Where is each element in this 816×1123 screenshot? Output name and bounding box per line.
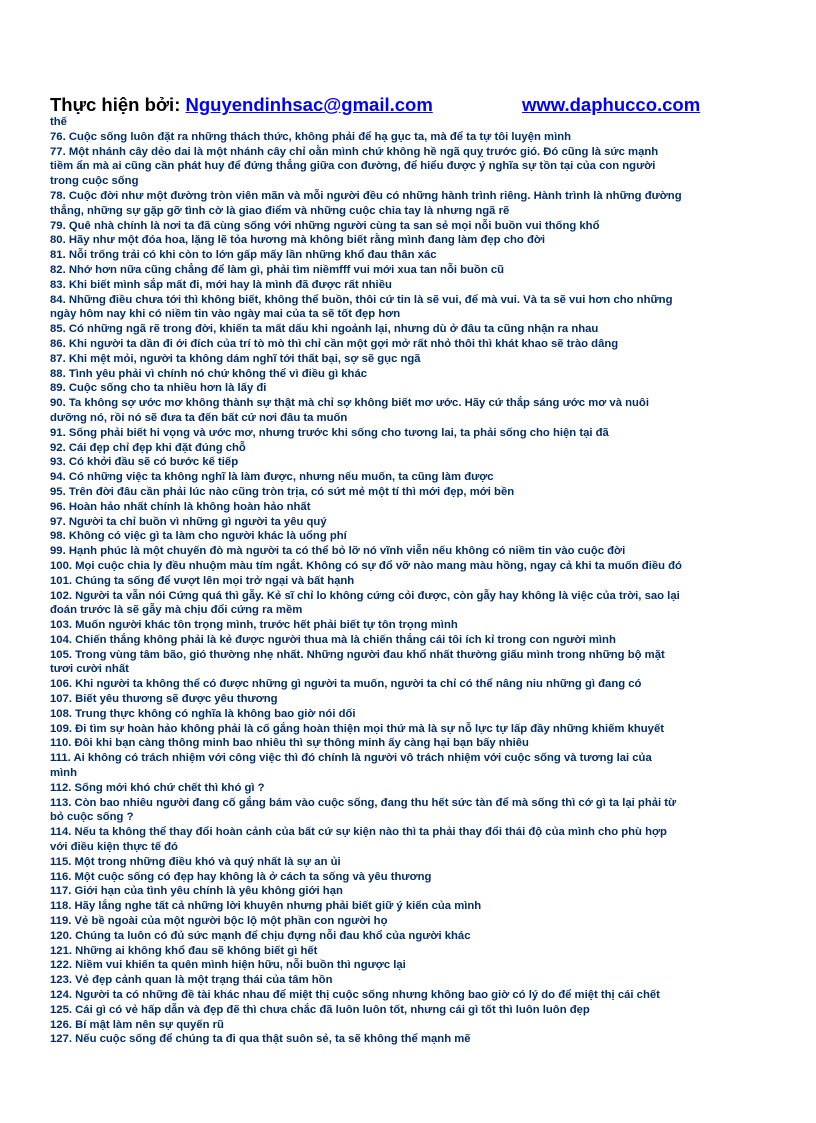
quote-line: 117. Giới hạn của tình yêu chính là yêu không giới hạn bbox=[50, 885, 343, 898]
quote-line: 78. Cuộc đời như một đường tròn viên mãn và mỗi người đều có những hành trình riêng. Hành trình là những đường bbox=[50, 189, 682, 202]
quote-line: 124. Người ta có những đề tài khác nhau để miệt thị cuộc sống nhưng không bao giờ có lý do để miệt thị cái chết bbox=[50, 989, 660, 1002]
quote-line: 118. Hãy lắng nghe tất cả những lời khuyên nhưng phải biết giữ ý kiến của mình bbox=[50, 900, 482, 913]
quote-line: tươi cười nhất bbox=[50, 663, 129, 676]
quote-line: 125. Cái gì có vẻ hấp dẫn và đẹp đẽ thì chưa chắc đã luôn luôn tốt, nhưng cái gì tốt thì luôn luôn đẹp bbox=[50, 1003, 590, 1016]
quote-line: 119. Vẻ bề ngoài của một người bộc lộ một phần con người họ bbox=[50, 915, 388, 928]
quote-line: bỏ cuộc sống ? bbox=[50, 811, 134, 824]
quote-line: 101. Chúng ta sống để vượt lên mọi trở ngại và bất hạnh bbox=[50, 574, 355, 587]
quote-line: 77. Một nhánh cây dẻo dai là một nhánh cây chỉ oằn mình chứ không hề ngã quỵ trước gió. Đó cũng là sức mạnh bbox=[50, 145, 659, 158]
quote-line: 99. Hạnh phúc là một chuyến đò mà người ta có thể bỏ lỡ nó vĩnh viễn nếu không có niềm tin vào cuộc đời bbox=[50, 545, 626, 558]
quote-line: 97. Người ta chỉ buồn vì những gì người ta yêu quý bbox=[50, 515, 327, 528]
website-link[interactable]: www.daphucco.com bbox=[522, 94, 701, 115]
quote-line: 121. Những ai không khổ đau sẽ không biết gì hết bbox=[50, 944, 318, 957]
author-email-link[interactable]: Nguyendinhsac@gmail.com bbox=[185, 94, 433, 115]
quote-line: trong cuộc sống bbox=[50, 175, 139, 188]
quote-line: dưỡng nó, rồi nó sẽ đưa ta đến bất cứ nơi đâu ta muốn bbox=[50, 411, 348, 424]
quote-line: tiềm ẩn mà ai cũng cần phát huy để đứng thẳng giữa con đường, để hiểu được ý nghĩa sự tồn tại của con người bbox=[50, 160, 656, 173]
quote-line: 96. Hoàn hảo nhất chính là không hoàn hảo nhất bbox=[50, 500, 311, 513]
quote-line: 127. Nếu cuộc sống để chúng ta đi qua thật suôn sẻ, ta sẽ không thể mạnh mẽ bbox=[50, 1033, 471, 1046]
quote-line: 88. Tình yêu phải vì chính nó chứ không thể vì điều gì khác bbox=[50, 367, 368, 380]
quote-line: 86. Khi người ta dần đi ới đích của trí tò mò thì chỉ cần một gợi mở rất nhỏ thôi thì khát khao sẽ trào dâng bbox=[50, 337, 619, 350]
quote-line: 110. Đôi khi bạn càng thông minh bao nhiêu thì sự thông minh ấy càng hại bạn bấy nhiêu bbox=[50, 737, 529, 750]
quote-line: ngày hôm nay khi có niềm tin vào ngày mai của ta sẽ tốt đẹp hơn bbox=[50, 308, 401, 321]
quote-line: 112. Sống mới khó chứ chết thì khó gì ? bbox=[50, 781, 265, 794]
quote-line: 102. Người ta vẫn nói Cứng quá thì gẫy. Kẻ sĩ chỉ lo không cứng cỏi được, còn gẫy hay không là việc của trời, sao lại bbox=[50, 589, 680, 602]
quote-line: 103. Muốn người khác tôn trọng mình, trước hết phải biết tự tôn trọng mình bbox=[50, 619, 458, 632]
quote-line: 79. Quê nhà chính là nơi ta đã cùng sống với những người cùng ta san sẻ mọi nỗi buồn vui thống khổ bbox=[50, 219, 600, 232]
quote-line: 81. Nỗi trống trải có khi còn to lớn gấp mấy lần những khổ đau thân xác bbox=[50, 249, 437, 262]
quote-line: 105. Trong vùng tâm bão, gió thường nhẹ nhất. Những người đau khổ nhất thường giấu mình trong những bộ mặt bbox=[50, 648, 665, 661]
quote-line: 111. Ai không có trách nhiệm với công việc thì đó chính là người vô trách nhiệm với cuộc sống và tương lai của bbox=[50, 752, 652, 765]
quote-line: 85. Có những ngã rẽ trong đời, khiến ta mất dấu khi ngoảnh lại, nhưng dù ở đâu ta cũng nhận ra nhau bbox=[50, 323, 599, 336]
quote-line: 109. Đi tìm sự hoàn hảo không phải là cố gắng hoàn thiện mọi thứ mà là sự nỗ lực tự lấp đầy những khiếm khuyết bbox=[50, 722, 665, 735]
quote-line: 98. Không có việc gì ta làm cho người khác là uổng phí bbox=[50, 530, 347, 543]
quote-line: 76. Cuộc sống luôn đặt ra những thách thức, không phải để hạ gục ta, mà để ta tự tôi luyện mình bbox=[50, 130, 572, 143]
quote-line: 89. Cuộc sống cho ta nhiều hơn là lấy đi bbox=[50, 382, 267, 395]
quote-line: đoán trước là sẽ gẫy mà chịu đổi cứng ra mềm bbox=[50, 604, 303, 617]
quote-line: 100. Mọi cuộc chia ly đều nhuộm màu tím ngắt. Không có sự đổ vỡ nào mang màu hồng, ngay cả khi ta muốn điều đó bbox=[50, 559, 682, 572]
quote-line: 95. Trên đời đâu cần phải lúc nào cũng tròn trịa, có sứt mẻ một tí thì mới đẹp, mới bền bbox=[50, 485, 515, 498]
quote-line: 122. Niềm vui khiến ta quên mình hiện hữu, nỗi buồn thì ngược lại bbox=[50, 959, 406, 972]
quote-line: 83. Khi biết mình sắp mất đi, mới hay là mình đã được rất nhiều bbox=[50, 278, 392, 291]
quote-line: 114. Nếu ta không thể thay đổi hoàn cảnh của bất cứ sự kiện nào thì ta phải thay đổi thái độ của mình cho phù hợp bbox=[50, 826, 667, 839]
quote-line: 120. Chúng ta luôn có đủ sức mạnh để chịu đựng nỗi đau khổ của người khác bbox=[50, 929, 471, 942]
quotes-list bbox=[50, 115, 790, 1047]
quote-line: 104. Chiến thắng không phải là kẻ được người thua mà là chiến thắng cái tôi ích kỉ trong con người mình bbox=[50, 633, 616, 646]
quote-line: mình bbox=[50, 767, 77, 780]
quote-line: 106. Khi người ta không thể có được những gì người ta muốn, người ta chỉ có thể nâng niu những gì đang có bbox=[50, 678, 642, 691]
quote-line: 113. Còn bao nhiêu người đang cố gắng bám vào cuộc sống, đang thu hết sức tàn để mà sống thì cớ gì ta lại phải từ bbox=[50, 796, 677, 809]
quote-line: 92. Cái đẹp chỉ đẹp khi đặt đúng chỗ bbox=[50, 441, 246, 454]
quote-line: 91. Sống phải biết hi vọng và ước mơ, nhưng trước khi sống cho tương lai, ta phải sống cho hiện tại đã bbox=[50, 426, 609, 439]
quote-line: 108. Trung thực không có nghĩa là không bao giờ nói dối bbox=[50, 707, 356, 720]
author-label: Thực hiện bởi: bbox=[50, 94, 181, 115]
author-credit bbox=[50, 94, 433, 116]
quote-line: 87. Khi mệt mỏi, người ta không dám nghĩ tới thất bại, sợ sẽ gục ngã bbox=[50, 352, 421, 365]
quote-line: 84. Những điều chưa tới thì không biết, không thể buồn, thôi cứ tin là sẽ vui, để mà vui. Và ta sẽ vui hơn cho những bbox=[50, 293, 673, 306]
quote-line: 93. Có khởi đầu sẽ có bước kế tiếp bbox=[50, 456, 239, 469]
quote-line: 123. Vẻ đẹp cảnh quan là một trạng thái của tâm hồn bbox=[50, 974, 333, 987]
quote-line: 90. Ta không sợ ước mơ không thành sự thật mà chỉ sợ không biết mơ ước. Hãy cứ thắp sáng ước mơ và nuôi bbox=[50, 397, 649, 410]
quote-line: với điều kiện thực tế đó bbox=[50, 841, 178, 854]
quote-line: 116. Một cuộc sống có đẹp hay không là ở cách ta sống và yêu thương bbox=[50, 870, 432, 883]
quote-line: 82. Nhớ hơn nữa cũng chẳng để làm gì, phải tìm niềmfff vui mới xua tan nỗi buồn cũ bbox=[50, 263, 505, 276]
quote-line: 80. Hãy như một đóa hoa, lặng lẽ tỏa hương mà không biết rằng mình đang làm đẹp cho đời bbox=[50, 234, 546, 247]
quote-line: 126. Bí mật làm nên sự quyến rũ bbox=[50, 1018, 224, 1031]
quote-line: thế bbox=[50, 116, 67, 128]
quote-line: thẳng, những sự gặp gỡ tình cờ là giao điểm và những cuộc chia tay là nhưng ngã rẽ bbox=[50, 204, 510, 217]
quote-line: 107. Biết yêu thương sẽ được yêu thương bbox=[50, 693, 278, 706]
quote-line: 115. Một trong những điều khó và quý nhất là sự an ủi bbox=[50, 855, 341, 868]
quote-line: 94. Có những việc ta không nghĩ là làm được, nhưng nếu muốn, ta cũng làm được bbox=[50, 471, 494, 484]
